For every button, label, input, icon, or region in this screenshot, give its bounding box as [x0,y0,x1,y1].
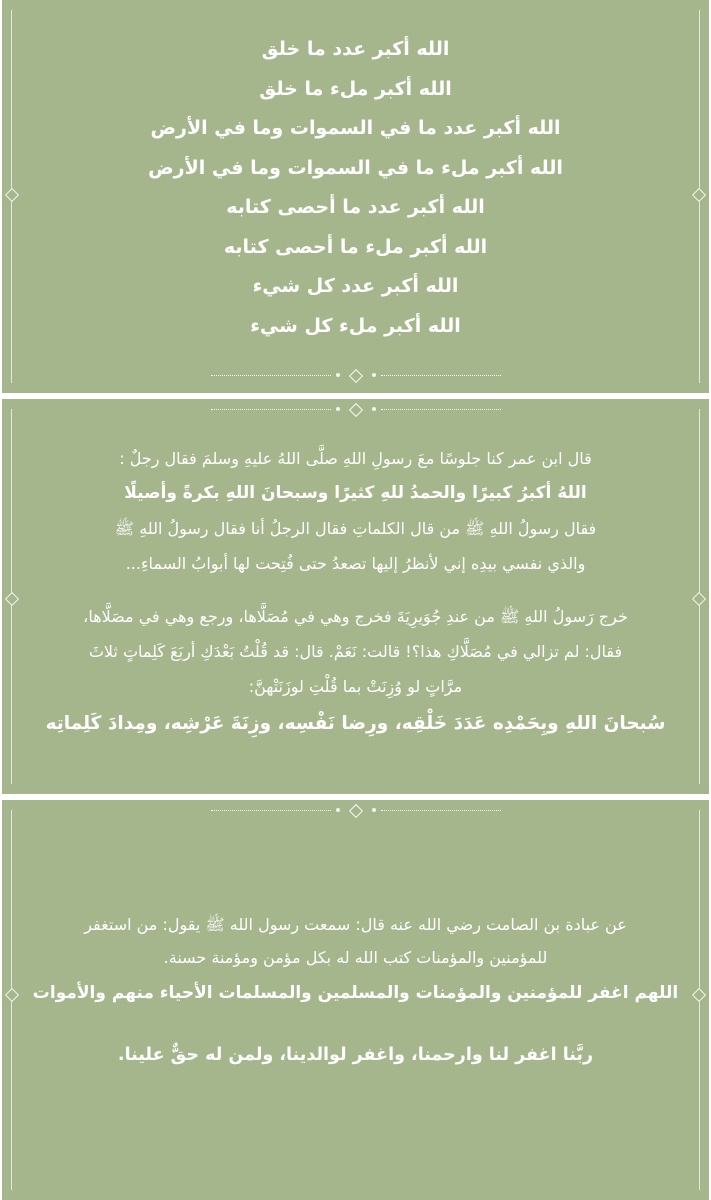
dua-line: اللهم اغفر للمؤمنين والمؤمنات والمسلمين والمسلمات الأحياء منهم والأموات [32,983,679,1003]
right-diamond-ornament [692,592,706,606]
bottom-ornament [211,371,501,381]
hadith-line: مرَّاتٍ لو وُزِنَتْ بما قُلْتِ لوزَنَتْهنَّ: [248,677,463,696]
top-ornament [211,806,501,816]
hadith-line: فقال: لم تزالي في مُصَلَّاكِ هذا؟! قالت: نَعَمْ. قال: قد قُلْتُ بَعْدَكِ أربَعَ كَلِماتٍ ثلاثَ [88,642,623,661]
right-diamond-ornament [692,188,706,202]
hadith-line: للمؤمنين والمؤمنات كتب الله له بكل مؤمن ومؤمنة حسنة. [163,948,548,967]
dua-line: ربَّنا اغفر لنا وارحمنا، واغفر لوالدينا، ولمن له حقٌّ علينا. [117,1045,594,1065]
takbir-line: الله أكبر ملء ما خلق [259,77,452,100]
hadith-intro: قال ابن عمر كنا جلوسًا معَ رسولِ اللهِ صلَّى اللهُ عليهِ وسلمَ فقال رجلٌ : [119,449,592,468]
takbir-line: الله أكبر ملء كل شيء [250,314,461,337]
takbir-line: الله أكبر عدد ما خلق [261,38,450,60]
ibn-umar-hadith [32,441,679,581]
left-diamond-ornament [5,592,19,606]
hadith-line: عن عبادة بن الصامت رضي الله عنه قال: سمعت رسول الله ﷺ يقول: من استغفر [84,915,627,934]
hadith-dhikr: سُبحانَ اللهِ وبِحَمْدِه عَدَدَ خَلْقِه، ورِضا نَفْسِه، وزِنَةَ عَرْشِه، ومِدادَ كَلِماتِه [45,713,666,734]
takbir-line: الله أكبر ملء ما في السموات وما في الأرض [148,156,563,179]
takbir-line: الله أكبر عدد ما أحصى كتابه [226,196,485,218]
takbir-line: الله أكبر ملء ما أحصى كتابه [223,235,488,258]
istighfar-card [2,800,709,1200]
left-diamond-ornament [5,188,19,202]
top-ornament [211,405,501,415]
hadith-card [2,399,709,794]
istighfar-text [26,908,685,1074]
right-diamond-ornament [692,988,706,1002]
takbir-line: الله أكبر عدد كل شيء [252,275,459,297]
hadith-line: خرج رَسولُ اللهِ ﷺ من عندِ جُوَيرِيَةَ فخرج وهي في مُصَلَّاها، ورجع وهي في مصَلَّاها، [83,607,628,626]
hadith-dhikr: اللهُ أكبرُ كبيرًا والحمدُ للهِ كثيرًا وسبحانَ اللهِ بكرةً وأصيلًا [124,483,587,503]
takbir-lines [62,30,649,346]
takbir-card [2,0,709,393]
hadith-middle: فقال رسولُ اللهِ ﷺ من قال الكلماتِ فقال الرجلُ أنا فقال رسولُ اللهِ ﷺ [114,519,597,538]
takbir-line: الله أكبر عدد ما في السموات وما في الأرض [150,117,561,139]
hadith-ending: والذي نفسي بيدِه إني لأنظرُ إليها تصعدُ حتى فُتِحت لها أبوابُ السماءِ... [125,554,586,573]
left-diamond-ornament [5,988,19,1002]
juwayriyah-hadith [32,599,679,744]
